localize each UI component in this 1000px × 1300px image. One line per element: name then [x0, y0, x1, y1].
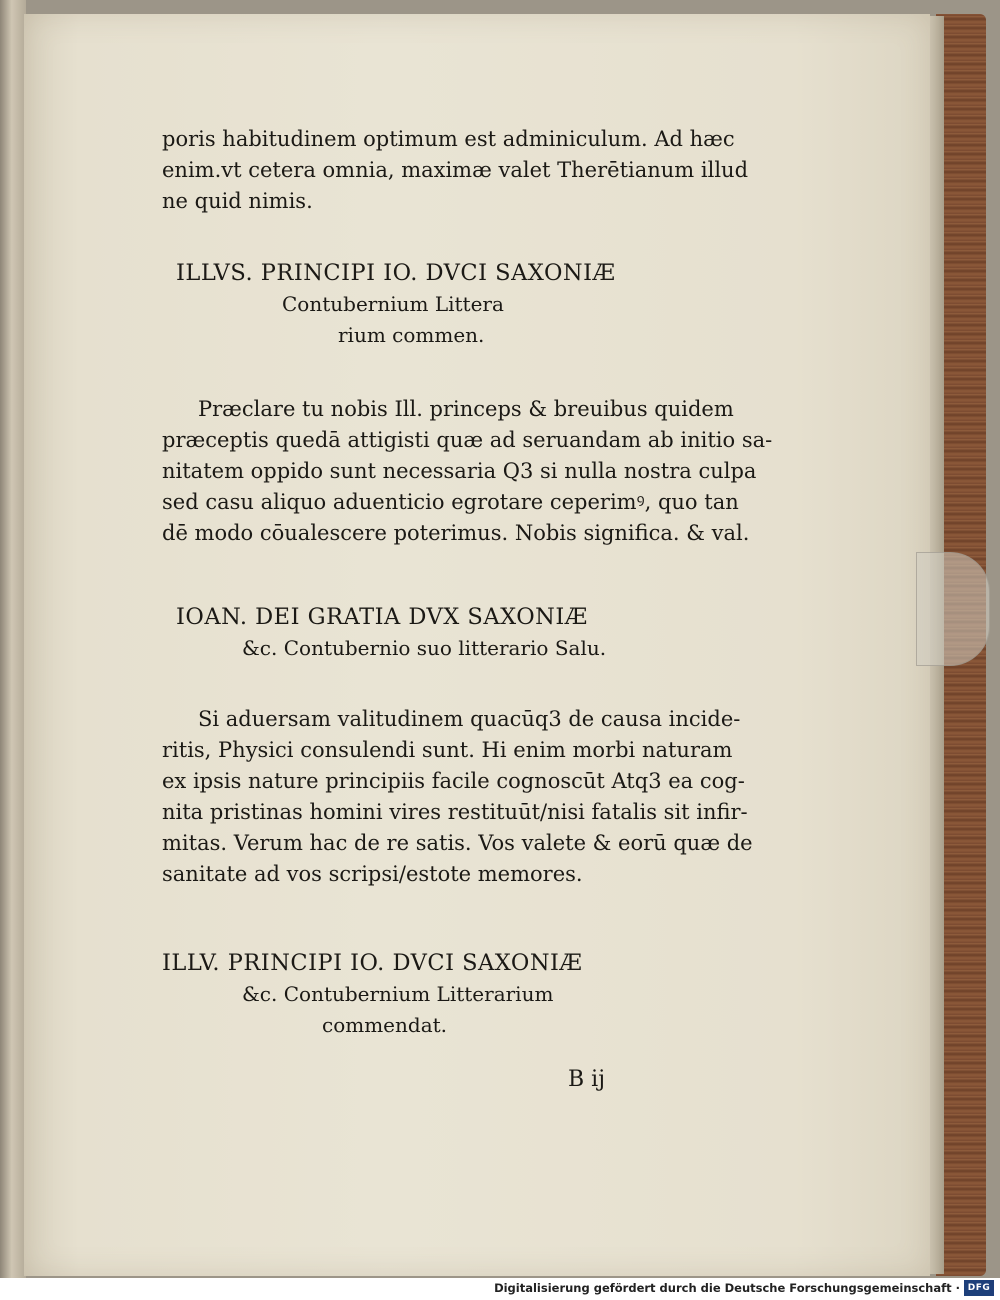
- heading-1: [162, 258, 732, 351]
- heading-3: [162, 948, 732, 1041]
- footer-bar: [0, 1278, 1000, 1300]
- paragraph-2: [162, 394, 773, 549]
- text-line: Præclare tu nobis Ill. princeps & breuibus quidem: [198, 397, 734, 421]
- book-page: [24, 14, 930, 1276]
- text-line: Si aduersam valitudinem quacūq3 de causa incide-: [198, 707, 741, 731]
- heading-line: commendat.: [322, 1013, 448, 1037]
- signature-mark: B ij: [568, 1067, 606, 1092]
- text-line: nita pristinas homini vires restituūt/nisi fatalis sit infir-: [162, 800, 748, 824]
- funding-credit: Digitalisierung gefördert durch die Deutsche Forschungsgemeinschaft ·: [494, 1281, 960, 1295]
- text-line: dē modo cōualescere poterimus. Nobis significa. & val.: [162, 521, 750, 545]
- text-line: ex ipsis nature principiis facile cognoscūt Atq3 ea cog-: [162, 769, 745, 793]
- text-line: poris habitudinem optimum est adminiculum. Ad hæc: [162, 127, 735, 151]
- heading-line: &c. Contubernium Litterarium: [242, 982, 554, 1006]
- heading-line: &c. Contubernio suo litterario Salu.: [242, 636, 607, 660]
- facing-page-edge: [0, 0, 26, 1278]
- page-clip: [916, 552, 990, 666]
- paragraph-3: [162, 704, 753, 890]
- text-line: sanitate ad vos scripsi/estote memores.: [162, 862, 583, 886]
- text-line: sed casu aliquo aduenticio egrotare ceperimꝰ, quo tan: [162, 490, 739, 514]
- heading-line: Contubernium Littera: [282, 292, 504, 316]
- heading-line: IOAN. DEI GRATIA DVX SAXONIÆ: [176, 604, 588, 630]
- heading-2: [162, 602, 732, 664]
- heading-line: rium commen.: [338, 323, 485, 347]
- text-line: nitatem oppido sunt necessaria Q3 si nulla nostra culpa: [162, 459, 757, 483]
- text-line: ne quid nimis.: [162, 189, 313, 213]
- dfg-logo: DFG: [964, 1280, 994, 1296]
- paragraph-1: [162, 124, 749, 217]
- text-line: mitas. Verum hac de re satis. Vos valete & eorū quæ de: [162, 831, 753, 855]
- text-line: ritis, Physici consulendi sunt. Hi enim morbi naturam: [162, 738, 733, 762]
- text-line: enim.vt cetera omnia, maximæ valet Therētianum illud: [162, 158, 749, 182]
- heading-line: ILLVS. PRINCIPI IO. DVCI SAXONIÆ: [176, 260, 616, 286]
- text-line: præceptis quedā attigisti quæ ad seruandam ab initio sa-: [162, 428, 773, 452]
- heading-line: ILLV. PRINCIPI IO. DVCI SAXONIÆ: [162, 950, 583, 976]
